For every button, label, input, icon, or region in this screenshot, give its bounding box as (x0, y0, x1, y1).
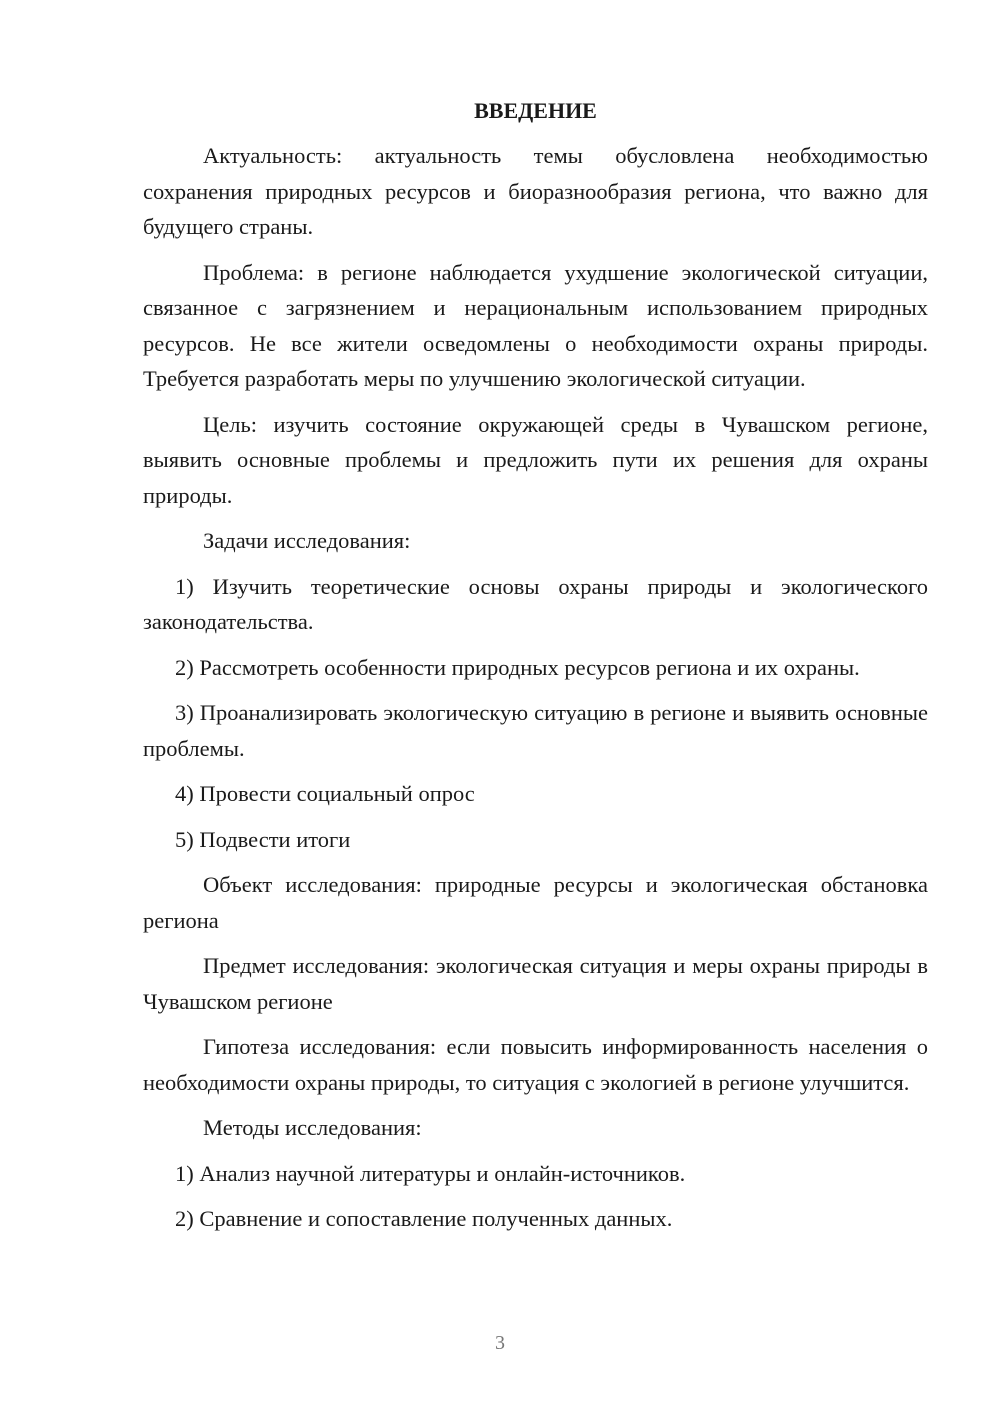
page-title: ВВЕДЕНИЕ (474, 98, 597, 123)
task-item-4: 4) Провести социальный опрос (175, 781, 475, 806)
page-number: 3 (495, 1332, 505, 1354)
object-paragraph: Объект исследования: природные ресурсы и экологическая обстановка региона (143, 872, 928, 933)
task-item-5: 5) Подвести итоги (175, 826, 351, 852)
problem-paragraph: Проблема: в регионе наблюдается ухудшение экологической ситуации, связанное с загрязнением и нерациональным использованием природных ресурсов. Не все жители осведомлены о необходимости охраны природы. Требуется разработать меры по улучшению экологической ситуации. (143, 259, 928, 391)
relevance-paragraph: Актуальность: актуальность темы обусловлена необходимостью сохранения природных ресурсов и биоразнообразия региона, что важно для будущего страны. (143, 143, 928, 239)
subject-paragraph: Предмет исследования: экологическая ситуация и меры охраны природы в Чувашском регионе (143, 953, 928, 1014)
method-item-1: 1) Анализ научной литературы и онлайн-источников. (175, 1160, 686, 1186)
methods-heading: Методы исследования: (203, 1115, 422, 1140)
goal-paragraph: Цель: изучить состояние окружающей среды в Чувашском регионе, выявить основные проблемы и предложить пути их решения для охраны природы. (143, 411, 928, 508)
hypothesis-paragraph: Гипотеза исследования: если повысить информированность населения о необходимости охраны природы, то ситуация с экологией в регионе улучшится. (143, 1034, 928, 1095)
task-item-3: 3) Проанализировать экологическую ситуацию в регионе и выявить основные проблемы. (143, 700, 928, 761)
method-item-2: 2) Сравнение и сопоставление полученных данных. (175, 1206, 673, 1231)
task-item-2: 2) Рассмотреть особенности природных ресурсов региона и их охраны. (175, 654, 860, 680)
task-item-1: 1) Изучить теоретические основы охраны природы и экологического законодательства. (143, 573, 928, 634)
tasks-heading: Задачи исследования: (203, 528, 411, 553)
document-page (143, 95, 928, 1247)
